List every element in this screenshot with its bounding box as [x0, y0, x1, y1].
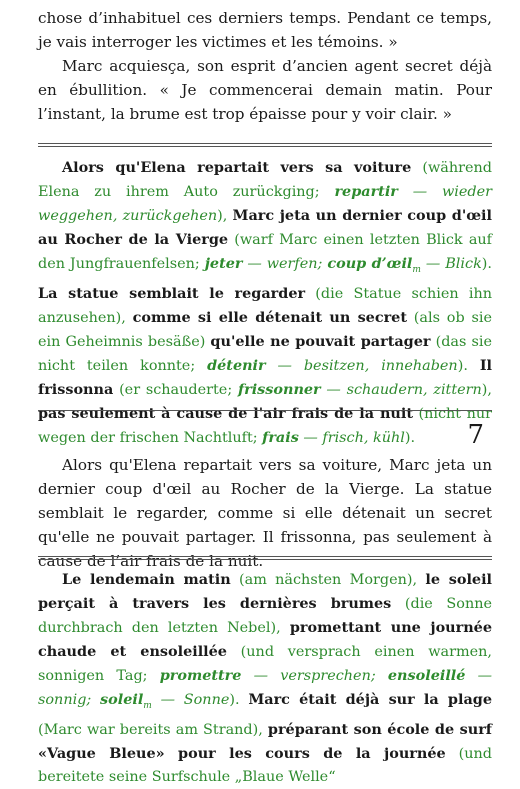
glossary-headword: promettre	[159, 667, 242, 684]
gender-marker: m	[412, 264, 421, 275]
glossary-headword: frissonner	[237, 380, 321, 398]
paragraph-marc: Marc acquiesça, son esprit d’ancien agent secret déjà en ébullition. « Je commencerai demain matin. Pour l’instant, la brume est trop épaisse pour y voir clair. »	[38, 57, 492, 123]
glossary-definition: — Sonne	[151, 692, 230, 708]
glossary-headword: repartir	[334, 183, 398, 200]
german-translation: (am nächsten Morgen),	[230, 572, 426, 588]
section-divider	[38, 556, 492, 560]
plain-text-block	[38, 453, 492, 573]
glossary-definition: — frisch, kühl	[298, 429, 405, 446]
glossary-definition: — schaudern, zittern	[320, 381, 482, 398]
gender-marker: m	[143, 700, 152, 711]
glossary-headword: coup d’œil	[327, 255, 413, 272]
glossary-definition: — Blick	[420, 256, 482, 272]
glossary-headword: ensoleillé	[387, 667, 466, 684]
page-number: 7	[467, 420, 484, 450]
german-translation: (und versprach einen warmen, sonnigen Tag;	[38, 644, 492, 684]
german-translation: (die Statue schien ihn anzusehen),	[38, 285, 492, 326]
german-translation: ),	[481, 381, 492, 398]
annotated-paragraph	[38, 156, 492, 450]
german-translation: ),	[217, 208, 233, 224]
annotated-block-2	[38, 568, 492, 789]
paragraph-continued: chose d’inhabituel ces derniers temps. Pendant ce temps, je vais interroger les victimes et les témoins. »	[38, 9, 492, 51]
german-translation: (das sie nicht teilen konnte;	[38, 333, 492, 374]
german-translation: ).	[404, 429, 416, 446]
section-divider	[38, 143, 492, 147]
glossary-headword: soleil	[100, 691, 144, 708]
french-phrase: promettant une journée chaude et ensoleillée	[38, 619, 492, 660]
glossary-headword: frais	[262, 428, 299, 446]
german-translation: (während Elena zu ihrem Auto zurückging;	[38, 160, 493, 200]
glossary-definition: — versprechen;	[241, 668, 388, 684]
french-phrase: pas seulement à cause de l'air frais de la nuit	[38, 404, 413, 422]
section-divider	[38, 410, 492, 411]
french-phrase: Alors qu'Elena repartait vers sa voiture	[62, 159, 412, 176]
french-phrase: Le lendemain matin	[62, 571, 231, 588]
plain-paragraph: Alors qu'Elena repartait vers sa voiture, Marc jeta un dernier coup d'œil au Rocher de la Vierge. La statue semblait le regarder, comme si elle détenait un secret qu'elle ne pouvait partager. Il frissonna, pas seulement à cause de l’air frais de la nuit.	[38, 456, 492, 570]
top-text	[38, 6, 492, 126]
french-phrase: préparant son école de surf «Vague Bleue» pour les cours de la journée	[38, 720, 492, 762]
glossary-definition: — besitzen, innehaben	[265, 357, 458, 374]
french-phrase: le soleil perçait à travers les dernières brumes	[38, 571, 493, 612]
german-translation: (als ob sie ein Geheimnis besäße)	[38, 309, 492, 350]
french-phrase: qu'elle ne pouvait partager	[210, 332, 431, 350]
french-phrase: comme si elle détenait un secret	[132, 308, 407, 326]
glossary-headword: détenir	[207, 356, 266, 374]
glossary-definition: — wieder weggehen, zurückgehen	[38, 184, 492, 224]
french-phrase: La statue semblait le regarder	[38, 284, 306, 302]
french-phrase: Il frissonna	[38, 356, 493, 398]
german-translation: (warf Marc einen letzten Blick auf den Jungfrauenfelsen;	[38, 232, 492, 272]
annotated-block-1	[38, 156, 492, 450]
french-phrase: Marc jeta un dernier coup d'œil au Rocher de la Vierge	[38, 207, 492, 248]
german-translation: (er schauderte;	[113, 381, 238, 398]
german-translation: ).	[457, 357, 480, 374]
glossary-definition: — werfen;	[242, 256, 328, 272]
glossary-definition: — sonnig;	[38, 668, 493, 708]
german-translation: (Marc war bereits am Strand),	[38, 721, 268, 738]
german-translation: ).	[229, 692, 249, 708]
french-phrase: Marc était déjà sur la plage	[248, 691, 492, 708]
german-translation: ).	[481, 256, 492, 272]
german-translation: (und bereitete seine Surfschule „Blaue Welle“	[38, 745, 492, 785]
annotated-paragraph	[38, 568, 492, 789]
german-translation: (die Sonne durchbrach den letzten Nebel),	[38, 596, 492, 636]
german-translation: (nicht nur wegen der frischen Nachtluft;	[38, 405, 492, 446]
glossary-headword: jeter	[204, 255, 243, 272]
